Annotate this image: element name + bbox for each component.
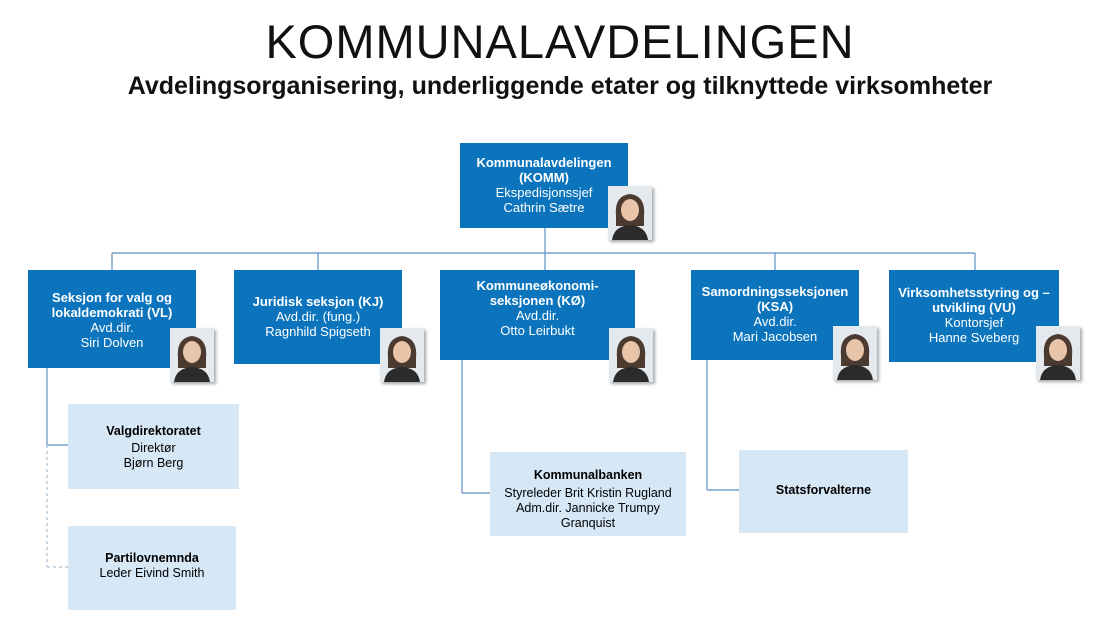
unit-person: Cathrin Sætre (503, 200, 585, 215)
unit-person: Hanne Sveberg (928, 330, 1020, 345)
unit-role: Kontorsjef (944, 315, 1004, 330)
portrait-icon (833, 326, 877, 380)
portrait-icon (608, 186, 652, 240)
org-unit-ko (440, 270, 635, 360)
org-unit-vu (889, 270, 1059, 362)
portrait-icon (170, 328, 214, 382)
affiliate-line: Styreleder Brit Kristin Rugland (504, 486, 672, 500)
unit-person: Siri Dolven (80, 335, 144, 350)
affiliate-name: Kommunalbanken (533, 468, 643, 482)
affiliate-line: Granquist (560, 516, 616, 530)
affiliate-statsforvalterne (739, 450, 908, 533)
portrait-icon (380, 328, 424, 382)
affiliate-role: Direktør (131, 441, 176, 455)
affiliate-kommunalbanken (490, 452, 686, 536)
unit-role: Avd.dir. (fung.) (275, 309, 361, 324)
org-unit-komm (460, 143, 628, 228)
affiliate-partilovnemnda (68, 526, 236, 610)
unit-name: Kommunalavdelingen (KOMM) (476, 155, 612, 185)
affiliate-name: Partilovnemnda (105, 551, 199, 565)
affiliate-person: Bjørn Berg (123, 456, 184, 470)
unit-role: Avd.dir. (753, 314, 797, 329)
unit-role: Ekspedisjonssjef (495, 185, 593, 200)
unit-name: Virksomhetsstyring og – utvikling (VU) (898, 285, 1050, 315)
unit-name: Seksjon for valg og lokaldemokrati (VL) (51, 290, 173, 320)
unit-person: Otto Leirbukt (500, 323, 575, 338)
org-unit-kj (234, 270, 402, 364)
page-subtitle: Avdelingsorganisering, underliggende etater og tilknyttede virksomheter (127, 72, 993, 100)
unit-name: Juridisk seksjon (KJ) (252, 294, 384, 309)
portrait-icon (609, 328, 653, 382)
unit-name: Samordningsseksjonen (KSA) (701, 284, 849, 314)
affiliate-name: Statsforvalterne (775, 483, 872, 497)
affiliate-person: Leder Eivind Smith (99, 566, 205, 580)
unit-person: Mari Jacobsen (732, 329, 818, 344)
portrait-icon (1036, 326, 1080, 380)
affiliate-name: Valgdirektoratet (106, 424, 201, 438)
unit-name: Kommuneøkonomi-seksjonen (KØ) (476, 278, 599, 308)
unit-person: Ragnhild Spigseth (265, 324, 371, 339)
unit-role: Avd.dir. (90, 320, 134, 335)
affiliate-valgdirektoratet (68, 404, 239, 489)
affiliate-line: Adm.dir. Jannicke Trumpy (516, 501, 660, 515)
page-title: KOMMUNALAVDELINGEN (265, 15, 855, 68)
unit-role: Avd.dir. (515, 308, 560, 323)
